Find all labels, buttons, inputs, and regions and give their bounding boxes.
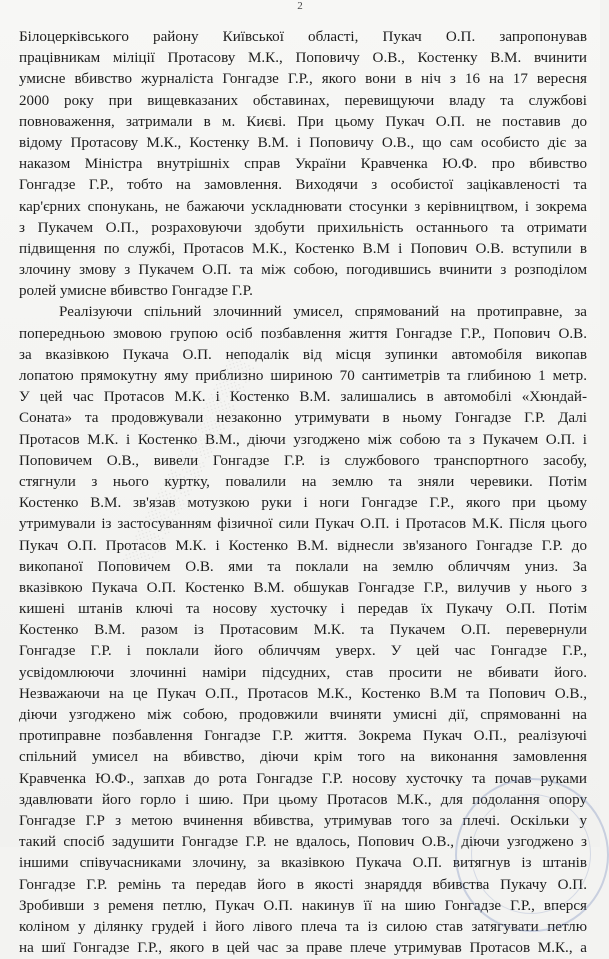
text-line: Гонгадзе Г.Р. ремінь та передав його в якості знаряддя вбивства Пукачу О.П. (19, 876, 587, 893)
text-line: наказом Міністра внутрішніх справ України Кравченка Ю.Ф. про вбивство (19, 156, 587, 173)
text-line: злочину змову з Пукачем О.П. та між собою, погодившись вчинити з розподілом (19, 262, 587, 279)
paragraph-end-line: ролей умисне вбивство Гонгадзе Г.Р. (19, 283, 253, 300)
text-line: Гонгадзе Г.Р., тобто на замовлення. Виходячи з особистої зацікавленості та (19, 177, 587, 194)
text-line: Протасов М.К. і Костенко В.М., діючи узгоджено між собою та з Пукачем О.П. і (19, 431, 587, 448)
paragraph-start-line: Реалізуючи спільний злочинний умисел, спрямований на протиправне, за (59, 304, 587, 321)
text-line: Гонгадзе Г.Р з метою вчинення вбивства, утримував того за плечі. Оскільки у (19, 812, 587, 829)
text-line: усвідомлюючи злочинні наміри підсудних, став просити не вбивати його. (19, 664, 587, 681)
text-line: попередньою змовою групою осіб позбавлення життя Гонгадзе Г.Р., Попович О.В. (19, 325, 587, 342)
text-line: У цей час Протасов М.К. і Костенко В.М. залишались в автомобілі «Хюндай- (19, 389, 587, 406)
text-line: Пукач О.П. Протасов М.К. і Костенко В.М. віднесли зв'язаного Гонгадзе Г.Р. до (19, 537, 587, 554)
text-line: здавлювати його горло і шию. При цьому Протасов М.К., для подолання опору (19, 791, 587, 808)
text-line: на шиї Гонгадзе Г.Р., якого в цей час за праве плече утримував Протасов М.К., а (19, 940, 587, 957)
text-line: стягнули з нього куртку, повалили на землю та зняли черевики. Потім (19, 473, 587, 490)
text-line: з Пукачем О.П., розраховуючи здобути прихильність останнього та отримати (19, 219, 587, 236)
text-line: умисне вбивство журналіста Гонгадзе Г.Р., якого вони в ніч з 16 на 17 вересня (19, 71, 587, 88)
text-line: кишені штанів ключі та носову хусточку і передав їх Пукачу О.П. Потім (19, 601, 587, 618)
page-number: 2 (297, 0, 303, 12)
text-line: лопатою прямокутну яму приблизно шириною 70 сантиметрів та глибиною 1 метр. (19, 368, 587, 384)
text-line: працівникам міліції Протасову М.К., Поповичу О.В., Костенку В.М. вчинити (19, 50, 587, 67)
text-line: Соната» та продовжували незаконно утримувати в ньому Гонгадзе Г.Р. Далі (19, 410, 587, 427)
text-line: такий спосіб задушити Гонгадзе Г.Р. не вдалось, Попович О.В., діючи узгоджено з (19, 834, 587, 851)
text-line: за вказівкою Пукача О.П. неподалік від місця зупинки автомобіля викопав (19, 346, 587, 363)
text-line: повноваження, затримали в м. Києві. При цьому Пукач О.П. не поставив до (19, 113, 587, 130)
text-line: Поповичем О.В., вивели Гонгадзе Г.Р. із службового транспортного засобу, (19, 452, 587, 469)
text-line: викопаної Поповичем О.В. ями та поклали на землю обличчям униз. За (19, 558, 587, 575)
text-line: протиправне позбавлення Гонгадзе Г.Р. життя. Зокрема Пукач О.П., реалізуючі (19, 728, 587, 745)
text-line: спільний умисел на вбивство, діючи крім того на виконання замовлення (19, 749, 587, 766)
text-line: відому Протасову М.К., Костенку В.М. і Поповичу О.В., що сам особисто діє за (19, 134, 587, 151)
text-line: діючи узгоджено між собою, продовжили вчиняти умисні дії, спрямованні на (19, 707, 587, 723)
text-line: кар'єрних спонукань, не бажаючи ускладнювати стосунки з керівництвом, і зокрема (19, 198, 587, 215)
text-line: 2000 року при вищевказаних обставинах, перевищуючи владу та службові (19, 92, 587, 109)
text-line: Незважаючи на це Пукач О.П., Протасов М.К., Костенко В.М та Попович О.В., (19, 685, 587, 702)
text-line: Білоцерківського району Київської області, Пукач О.П. запропонував (19, 29, 587, 45)
text-line: іншими співучасниками злочину, за вказівкою Пукача О.П. витягнув із штанів (19, 855, 587, 872)
text-line: Кравченка Ю.Ф., запхав до рота Гонгадзе Г.Р. носову хусточку та почав руками (19, 770, 587, 787)
text-line: підвищення по службі, Протасов М.К., Костенко В.М і Попович О.В. вступили в (19, 240, 587, 257)
text-line: коліном у ділянку грудей і його лівого плеча та із силою став затягувати петлю (19, 918, 587, 935)
text-line: Гонгадзе Г.Р. і поклали його обличчям уверх. У цей час Гонгадзе Г.Р., (19, 643, 587, 660)
text-line: Костенко В.М. разом із Протасовим М.К. та Пукачем О.П. перевернули (19, 622, 587, 639)
text-line: Зробивши з ременя петлю, Пукач О.П. накинув її на шию Гонгадзе Г.Р., вперся (19, 897, 587, 914)
watermark: ░░░░░░░░░░░ (120, 351, 258, 575)
text-line: Костенко В.М. зв'язав мотузкою руки і ноги Гонгадзе Г.Р., якого при цьому (19, 495, 587, 512)
document-body (19, 27, 587, 959)
text-line: вказівкою Пукача О.П. Костенко В.М. обшукав Гонгадзе Г.Р., вилучив у нього з (19, 579, 587, 596)
text-line: утримували із застосуванням фізичної сили Пукач О.П. і Протасов М.К. Після цього (19, 516, 587, 533)
